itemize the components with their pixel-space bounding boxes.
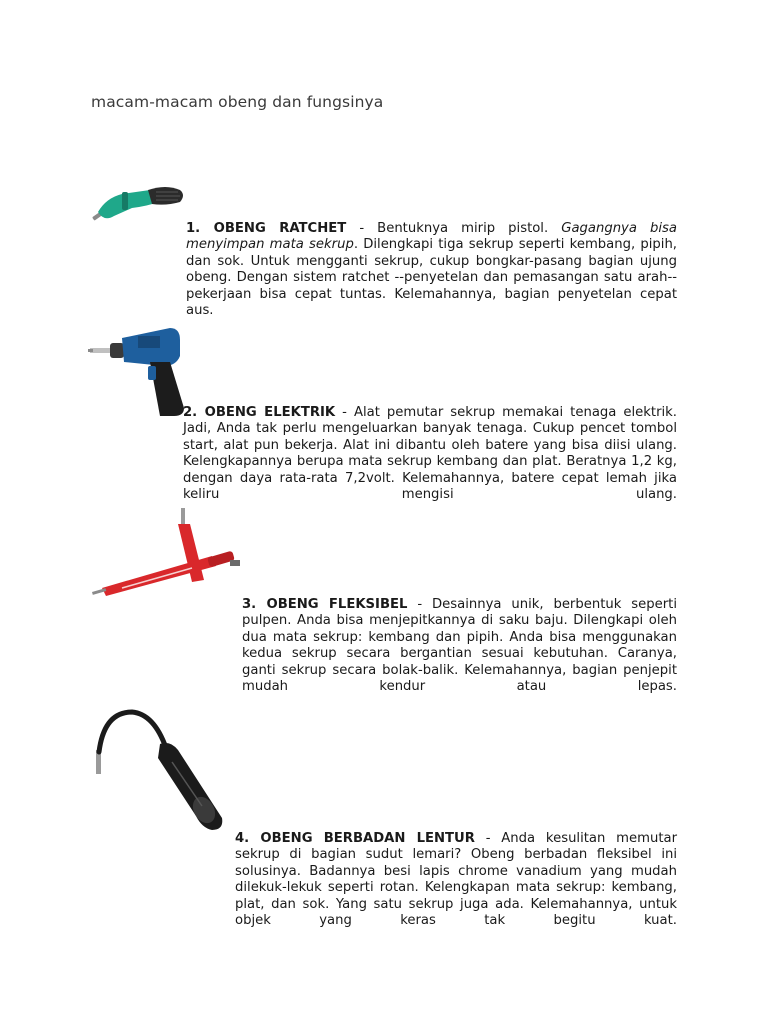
lentur-flex-shaft [99,712,166,752]
flex-bit [92,588,106,595]
section-elektrik: 2. OBENG ELEKTRIK - Alat pemutar sekrup memakai tenaga elektrik. Jadi, Anda tak perlu mengeluarkan banyak tenaga. Cukup pencet tombol start, alat pun bekerja. Alat ini dibantu oleh batere yang bisa diisi ulang. Kelengkapannya berupa mata sekrup kembang dan plat. Beratnya 1,2 kg, dengan daya rata-rata 7,2volt. Kelemahannya, batere cepat lemah jika keliru mengisi ulang. [183,405,677,503]
drill-chuck [110,343,124,358]
heading-elektrik: 2. OBENG ELEKTRIK [183,405,336,420]
flexible-screwdriver-image [92,508,242,604]
heading-lentur: 4. OBENG BERBADAN LENTUR [235,831,475,846]
section-fleksibel: 3. OBENG FLEKSIBEL - Desainnya unik, berbentuk seperti pulpen. Anda bisa menjepitkannya di saku baju. Dilengkapi oleh dua mata sekrup: kembang dan pipih. Anda bisa menggunakan kedua sekrup secara bergantian sesuai kebutuhan. Caranya, ganti sekrup secara bolak-balik. Kelemahannya, bagian penjepit mudah kendur atau lepas. [242,597,677,695]
ratchet-ring [122,192,128,210]
heading-fleksibel: 3. OBENG FLEKSIBEL [242,597,408,612]
section-ratchet: 1. OBENG RATCHET - Bentuknya mirip pistol. Gagangnya bisa menyimpan mata sekrup. Dilengkapi tiga sekrup seperti kembang, pipih, dan sok. Untuk mengganti sekrup, cukup bongkar-pasang bagian ujung obeng. Dengan sistem ratchet --penyetelan dan pemasangan satu arah-- pekerjaan bisa cepat tuntas. Kelemahannya, bagian penyetelan cepat aus. [186,221,677,319]
page-title: macam-macam obeng dan fungsinya [91,93,384,111]
section-lentur: 4. OBENG BERBADAN LENTUR - Anda kesulitan memutar sekrup di bagian sudut lemari? Obeng berbadan fleksibel ini solusinya. Badannya besi lapis chrome vanadium yang mudah dilekuk-lekuk seperti rotan. Kelengkapan mata sekrup: kembang, plat, dan sok. Yang satu sekrup juga ada. Kelemahannya, untuk objek yang keras tak begitu kuat. [235,831,678,929]
heading-ratchet: 1. OBENG RATCHET [186,221,347,236]
italic-text: Gagangnya bisa menyimpan mata sekrup [186,221,677,253]
bendable-screwdriver-image [92,706,227,834]
electric-screwdriver-image [88,318,188,418]
